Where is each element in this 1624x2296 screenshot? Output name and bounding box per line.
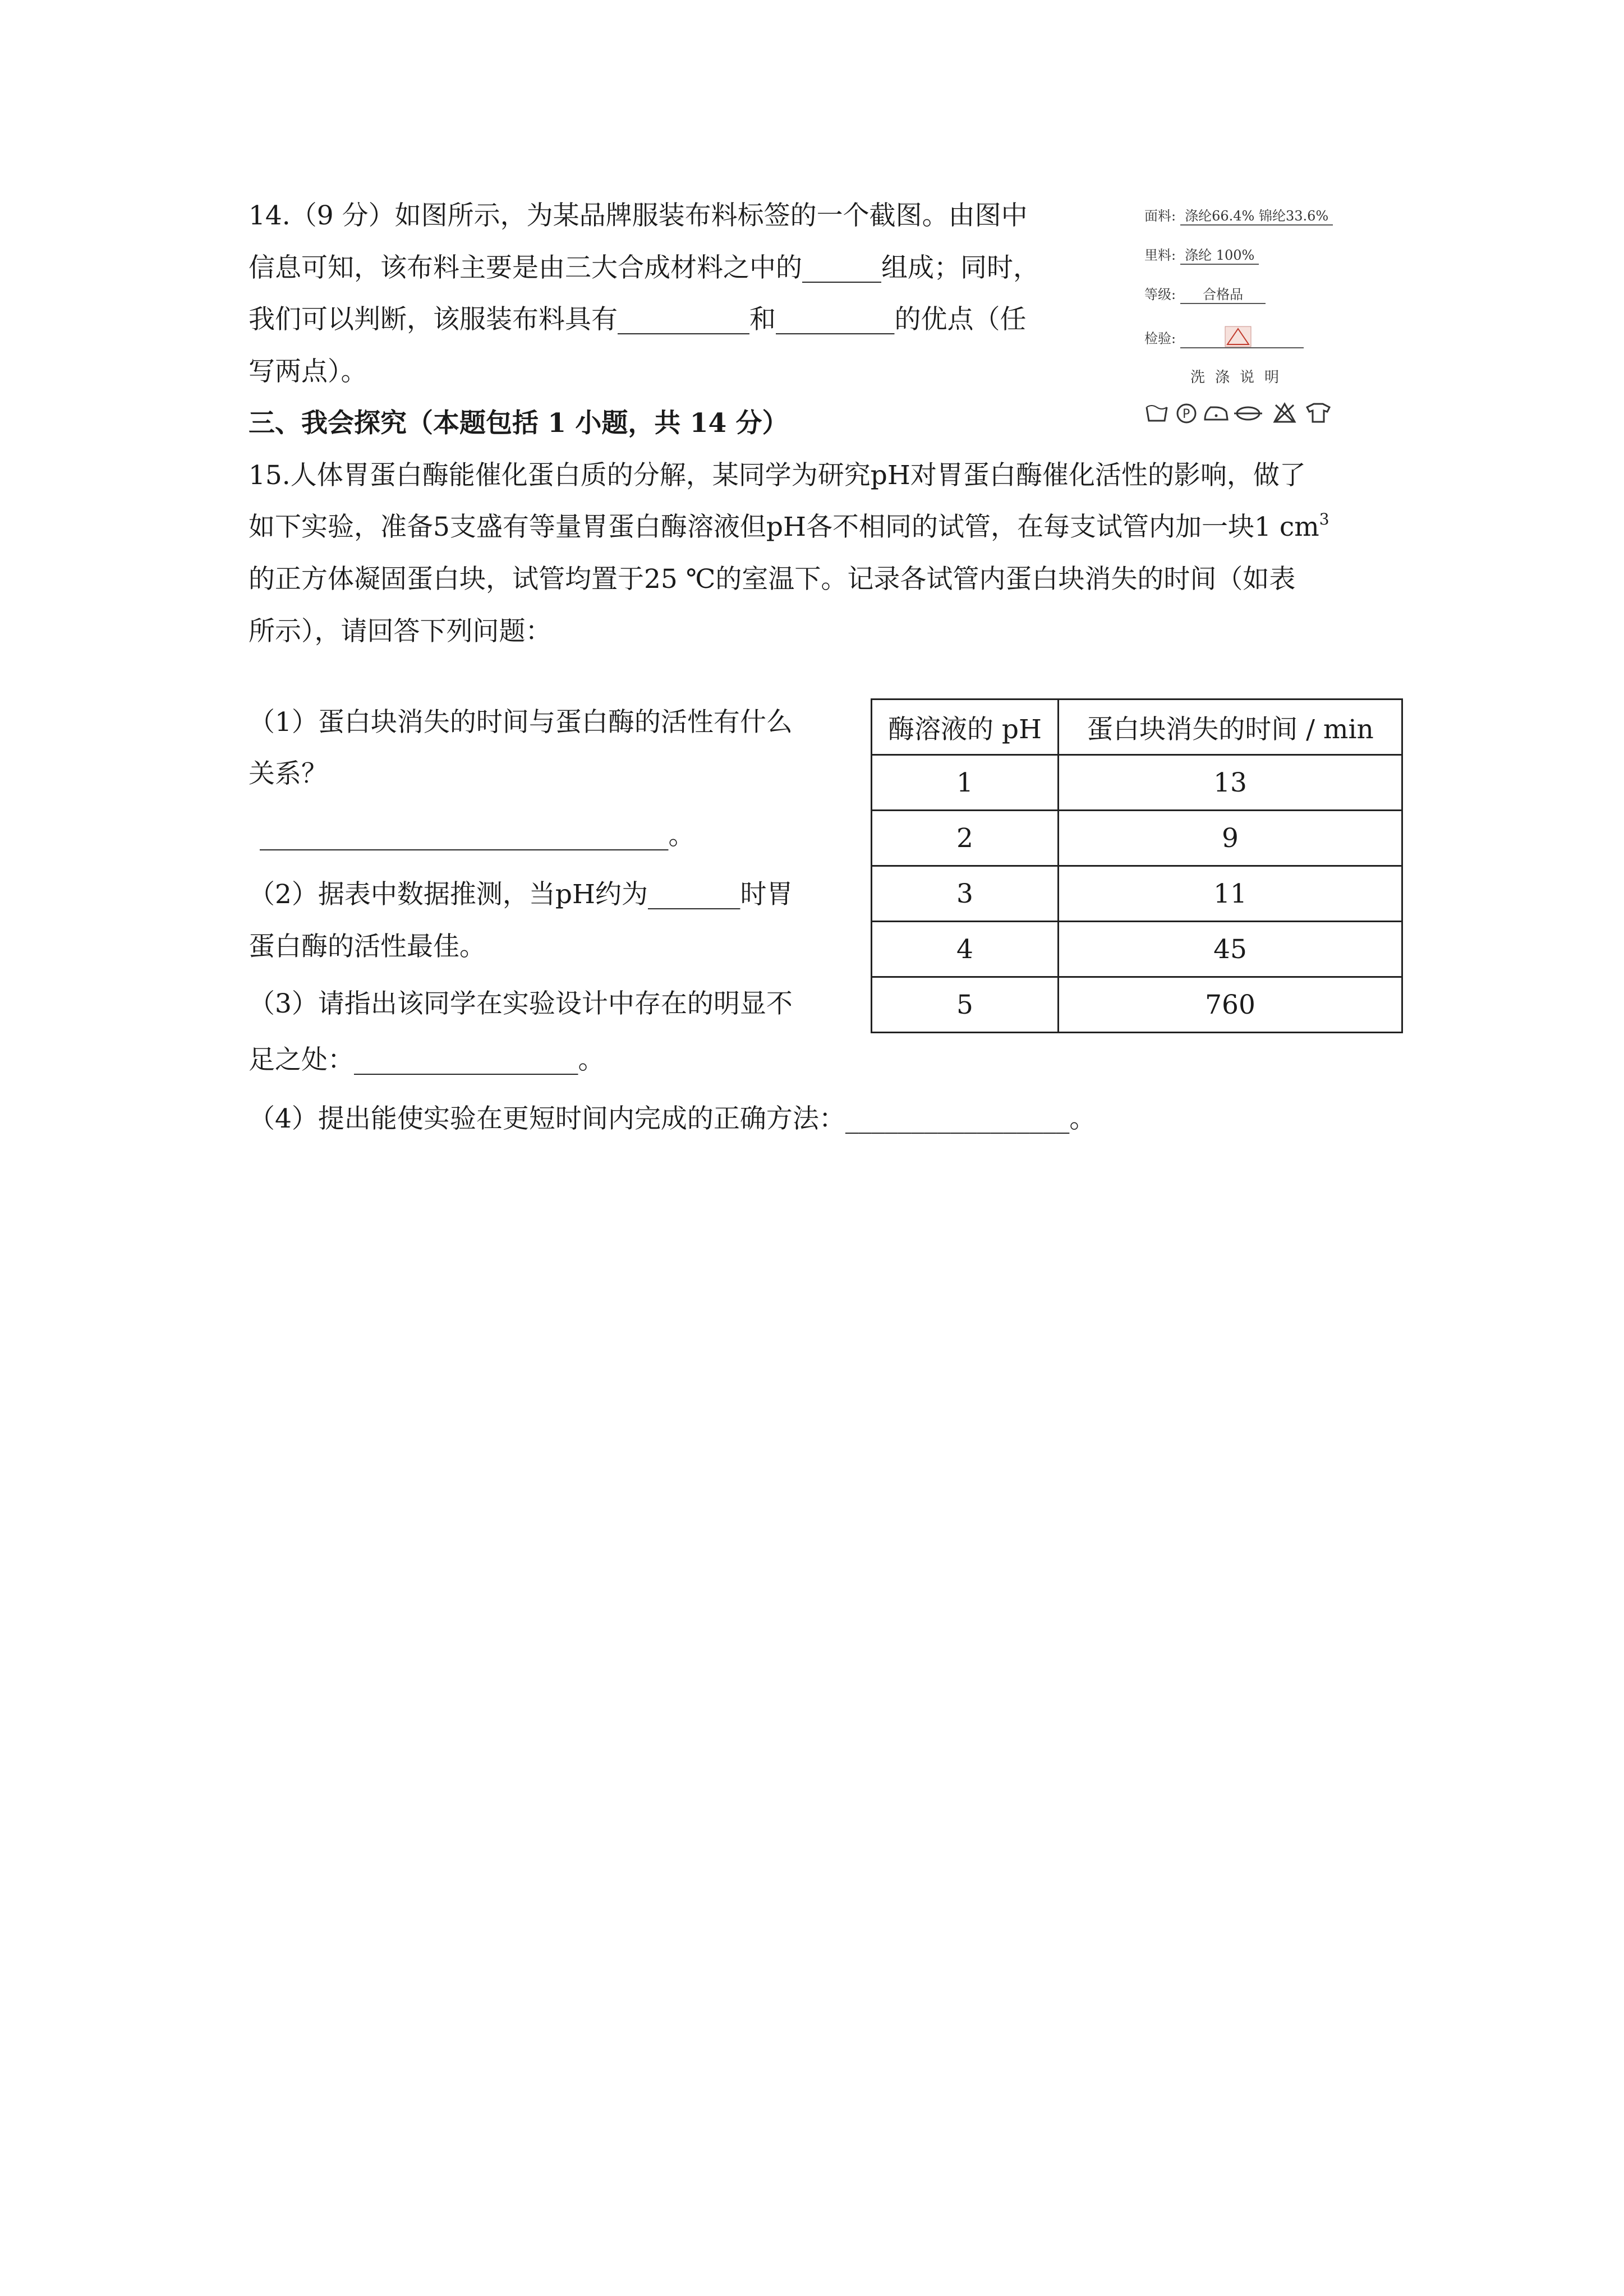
fabric-label-figure: [1133, 197, 1346, 439]
dry-clean-icon: [1177, 404, 1195, 422]
ph-time-table: [871, 698, 1403, 1033]
label-value: 涤纶 100%: [1180, 247, 1259, 265]
table-cell-ph: 2: [872, 811, 1059, 866]
label-value: 涤纶66.4% 锦纶33.6%: [1180, 208, 1333, 226]
q14-line-3: 我们可以判断，该服装布料具有__________和_________的优点（任: [249, 304, 1027, 335]
label-key: 里料:: [1144, 247, 1176, 263]
label-row-grade: [1144, 286, 1266, 304]
table-row: [872, 977, 1402, 1033]
table-cell-time: 45: [1059, 922, 1402, 977]
table-header-time: 蛋白块消失的时间 / min: [1059, 700, 1402, 755]
q15-line-1: 15.人体胃蛋白酶能催化蛋白质的分解，某同学为研究pH对胃蛋白酶催化活性的影响，做了: [249, 460, 1306, 491]
q15-line-3: 的正方体凝固蛋白块，试管均置于25 ℃的室温下。记录各试管内蛋白块消失的时间（如表: [249, 564, 1296, 595]
label-key: 等级:: [1144, 287, 1176, 302]
table-header-ph: 酶溶液的 pH: [872, 700, 1059, 755]
label-key: 面料:: [1144, 208, 1176, 224]
q15-sub2-line-1: （2）据表中数据推测，当pH约为_______时胃: [249, 879, 793, 910]
wash-instructions-title: 洗涤说明: [1190, 369, 1289, 386]
table-header-row: [872, 700, 1402, 755]
q15-line-2: [249, 510, 1329, 544]
tumble-dry-icon: [1234, 407, 1262, 420]
q15-sub2-line-2: 蛋白酶的活性最佳。: [249, 931, 486, 962]
table-cell-time: 9: [1059, 811, 1402, 866]
inspection-stamp-icon: [1180, 325, 1304, 353]
table-cell-ph: 1: [872, 755, 1059, 811]
table-cell-time: 760: [1059, 977, 1402, 1033]
label-key: 检验:: [1144, 330, 1176, 347]
shirt-icon: [1307, 404, 1329, 422]
q14-line-4: 写两点）。: [249, 356, 367, 387]
q14-line-2: 信息可知，该布料主要是由三大合成材料之中的______组成；同时，: [249, 252, 1039, 283]
no-bleach-icon: [1275, 404, 1295, 422]
q15-sub3-line-1: （3）请指出该同学在实验设计中存在的明显不: [249, 988, 793, 1019]
hand-wash-icon: [1147, 406, 1167, 421]
label-value: 合格品: [1180, 286, 1266, 304]
q15-line-4: 所示），请回答下列问题：: [249, 616, 552, 647]
q15-sub1-answer-blank[interactable]: _______________________________。: [260, 820, 695, 851]
q15-sub3-line-2: 足之处：_________________。: [249, 1045, 605, 1075]
q14-line-1: 14.（9 分）如图所示，为某品牌服装布料标签的一个截图。由图中: [249, 200, 1028, 231]
table-cell-ph: 3: [872, 866, 1059, 922]
table-row: [872, 922, 1402, 977]
q15-sub4: （4）提出能使实验在更短时间内完成的正确方法：_________________。: [249, 1103, 1096, 1134]
label-row-lining: [1144, 247, 1259, 265]
table-row: [872, 811, 1402, 866]
cm3-superscript: 3: [1319, 510, 1329, 528]
table-cell-ph: 4: [872, 922, 1059, 977]
table-cell-time: 11: [1059, 866, 1402, 922]
table-cell-ph: 5: [872, 977, 1059, 1033]
q15-line-2-text: 如下实验，准备5支盛有等量胃蛋白酶溶液但pH各不相同的试管，在每支试管内加一块1 cm: [249, 512, 1319, 542]
q15-sub1-line-1: （1）蛋白块消失的时间与蛋白酶的活性有什么: [249, 707, 793, 738]
table-row: [872, 866, 1402, 922]
iron-icon: [1205, 407, 1227, 420]
q15-sub1-line-2: 关系？: [249, 758, 328, 789]
section-3-heading: 三、我会探究（本题包括 1 小题，共 14 分）: [249, 408, 789, 439]
wash-icons-row: [1144, 399, 1335, 427]
table-row: [872, 755, 1402, 811]
label-row-fabric: [1144, 208, 1333, 226]
svg-text:P: P: [1183, 407, 1190, 421]
label-row-inspection: [1144, 325, 1304, 353]
table-cell-time: 13: [1059, 755, 1402, 811]
